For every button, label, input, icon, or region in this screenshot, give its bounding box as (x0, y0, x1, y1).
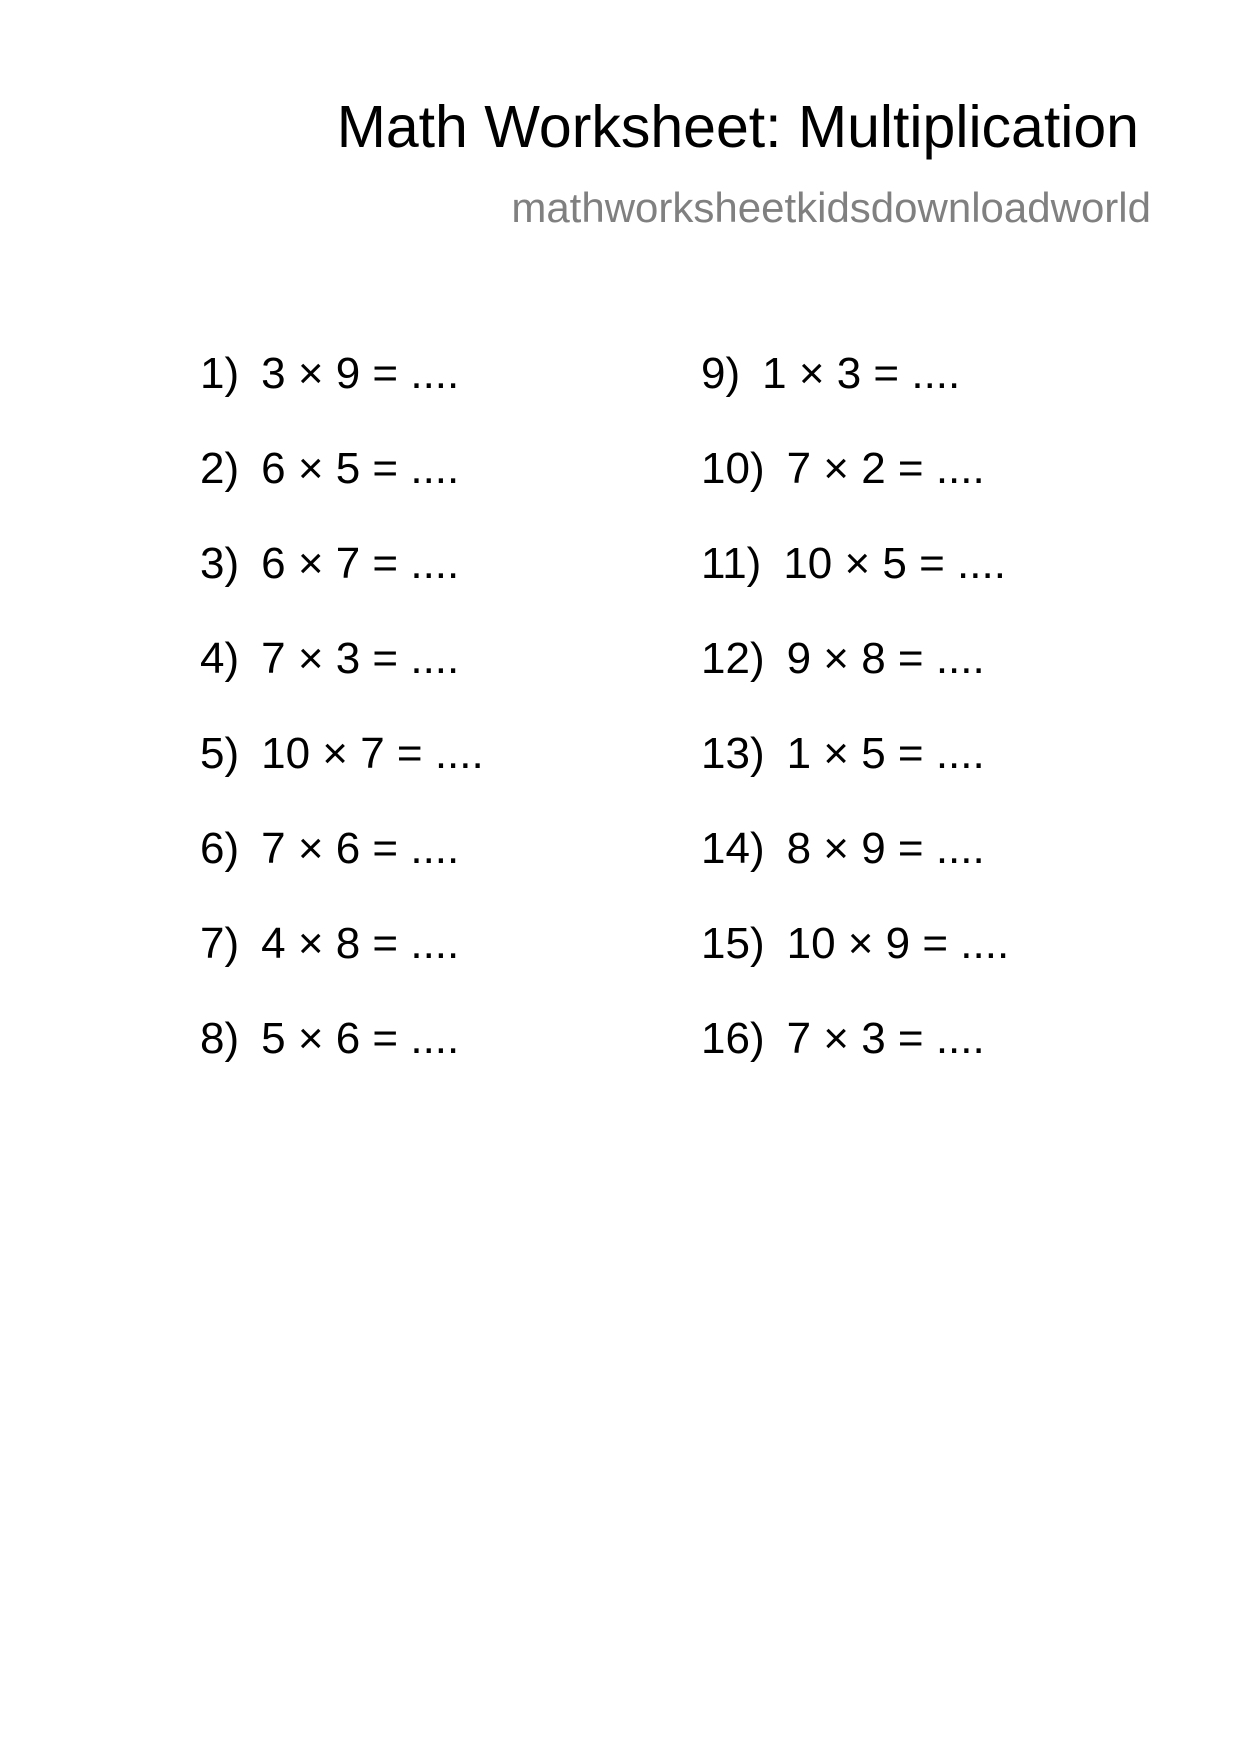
problem-13 (701, 729, 1009, 827)
problem-number: 10) (701, 444, 765, 493)
problem-15 (701, 919, 1010, 1017)
problem-expression: 9 × 8 = .... (786, 634, 985, 683)
problem-3 (200, 539, 484, 637)
problem-8 (200, 1014, 484, 1112)
problem-16 (701, 1014, 1009, 1112)
problem-expression: 1 × 5 = .... (786, 729, 985, 778)
problem-expression: 7 × 3 = .... (261, 634, 460, 683)
problem-number: 13) (701, 729, 765, 778)
worksheet-title: Math Worksheet: Multiplication (336, 94, 1139, 160)
problem-number: 9) (701, 349, 741, 398)
problem-11 (701, 539, 1009, 637)
problem-expression: 6 × 5 = .... (261, 444, 460, 493)
problem-7 (200, 919, 484, 1017)
problem-expression: 3 × 9 = .... (261, 349, 460, 398)
problem-number: 14) (701, 824, 765, 873)
problem-10 (701, 444, 1009, 542)
problem-4 (200, 634, 484, 732)
problem-6 (200, 824, 484, 922)
problem-expression: 6 × 7 = .... (261, 539, 460, 588)
problem-expression: 7 × 6 = .... (261, 824, 460, 873)
problem-12 (701, 634, 1009, 732)
problem-number: 8) (200, 1014, 240, 1063)
problem-expression: 5 × 6 = .... (261, 1014, 460, 1063)
problem-5 (200, 729, 484, 827)
problem-9 (701, 349, 1009, 447)
problem-number: 3) (200, 539, 240, 588)
problem-number: 4) (200, 634, 240, 683)
problem-2 (200, 444, 484, 542)
problem-number: 12) (701, 634, 765, 683)
problem-number: 6) (200, 824, 240, 873)
problem-column-left (200, 349, 484, 1112)
problem-expression: 8 × 9 = .... (786, 824, 985, 873)
problem-number: 16) (701, 1014, 765, 1063)
worksheet-subtitle: mathworksheetkidsdownloadworld (511, 184, 1151, 231)
problem-expression: 10 × 7 = .... (261, 729, 484, 778)
problem-1 (200, 349, 484, 447)
problem-number: 2) (200, 444, 240, 493)
problem-number: 15) (701, 919, 765, 968)
problem-expression: 10 × 9 = .... (786, 919, 1010, 968)
problem-expression: 7 × 2 = .... (786, 444, 985, 493)
problem-expression: 1 × 3 = .... (762, 349, 961, 398)
problem-expression: 4 × 8 = .... (261, 919, 460, 968)
problem-number: 7) (200, 919, 240, 968)
problem-expression: 7 × 3 = .... (786, 1014, 985, 1063)
problem-number: 5) (200, 729, 240, 778)
problem-number: 11) (701, 539, 762, 588)
problem-number: 1) (200, 349, 240, 398)
problem-14 (701, 824, 1009, 922)
problem-expression: 10 × 5 = .... (783, 539, 1006, 588)
problem-column-right (701, 349, 1010, 1112)
